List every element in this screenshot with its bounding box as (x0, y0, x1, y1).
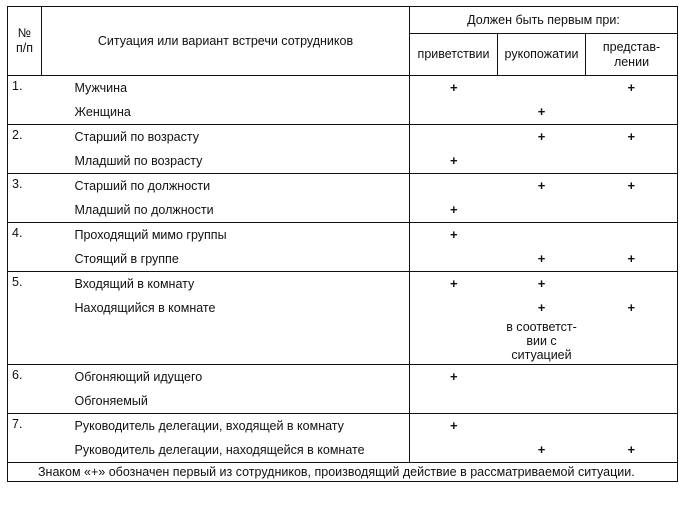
situation-text: Младший по возрасту (74, 154, 203, 168)
plus-mark (586, 100, 678, 124)
plus-mark: + (537, 300, 546, 315)
mark-cell-greeting (410, 223, 498, 272)
situation-text: Старший по должности (74, 179, 211, 193)
plus-mark (410, 296, 498, 320)
plus-mark: + (537, 178, 546, 193)
header-must-be-first: Должен быть первым при: (410, 7, 678, 34)
plus-mark (498, 223, 586, 247)
handshake-note (586, 320, 678, 364)
situation-text: Руководитель делегации, находящейся в комнате (74, 443, 365, 457)
plus-mark (586, 414, 678, 438)
plus-mark (410, 247, 498, 271)
mark-cell-handshake (498, 76, 586, 125)
plus-mark: + (537, 442, 546, 457)
table-row (8, 174, 678, 223)
situation-cell (42, 414, 410, 463)
plus-mark: + (537, 276, 546, 291)
mark-cell-handshake (498, 174, 586, 223)
plus-mark: + (627, 129, 636, 144)
header-col-intro-line2: лении (613, 54, 650, 69)
table-row (8, 125, 678, 174)
header-col-handshake: рукопожатии (498, 34, 586, 76)
situation-text: Проходящий мимо группы (74, 228, 227, 242)
situation-cell (42, 272, 410, 365)
plus-mark: + (627, 251, 636, 266)
table-body (8, 76, 678, 463)
mark-cell-greeting (410, 272, 498, 365)
mark-cell-intro (586, 223, 678, 272)
row-number: 1. (8, 76, 42, 125)
handshake-note-line: ситуацией (511, 348, 572, 362)
mark-cell-handshake (498, 414, 586, 463)
header-col-intro-line1: представ- (602, 39, 661, 54)
row-number: 6. (8, 365, 42, 414)
mark-cell-handshake (498, 125, 586, 174)
situation-text: Женщина (74, 105, 131, 119)
header-col-intro (586, 34, 678, 76)
mark-cell-greeting (410, 174, 498, 223)
handshake-note-line: в соответст- (506, 320, 577, 334)
header-num-line2: п/п (15, 41, 33, 55)
plus-mark (410, 100, 498, 124)
row-number: 2. (8, 125, 42, 174)
plus-mark (586, 223, 678, 247)
mark-cell-intro (586, 272, 678, 365)
situation-text: Мужчина (74, 81, 128, 95)
footnote-cell (8, 463, 678, 482)
situation-cell (42, 223, 410, 272)
row-number: 4. (8, 223, 42, 272)
plus-mark: + (537, 129, 546, 144)
situation-text: Младший по должности (74, 203, 214, 217)
situation-text: Стоящий в группе (74, 252, 179, 266)
table-row (8, 365, 678, 414)
situation-text: Обгоняемый (74, 394, 148, 408)
footnote-text: Знаком «+» обозначен первый из сотрудников, производящий действие в рассматриваемой ситуации. (38, 465, 635, 479)
header-num (8, 7, 42, 76)
plus-mark: + (537, 104, 546, 119)
situation-text: Входящий в комнату (74, 277, 195, 291)
plus-mark: + (449, 418, 458, 433)
plus-mark (410, 125, 498, 149)
plus-mark (498, 198, 586, 222)
header-num-line1: № (17, 26, 32, 40)
plus-mark: + (627, 178, 636, 193)
plus-mark (498, 365, 586, 389)
header-row-top (8, 7, 678, 34)
situation-cell (42, 365, 410, 414)
plus-mark: + (627, 442, 636, 457)
plus-mark (586, 389, 678, 413)
mark-cell-intro (586, 414, 678, 463)
plus-mark (498, 389, 586, 413)
footnote-row (8, 463, 678, 482)
mark-cell-greeting (410, 125, 498, 174)
plus-mark: + (449, 202, 458, 217)
plus-mark (586, 365, 678, 389)
plus-mark (498, 76, 586, 100)
plus-mark: + (537, 251, 546, 266)
plus-mark (498, 149, 586, 173)
mark-cell-handshake (498, 365, 586, 414)
mark-cell-greeting (410, 365, 498, 414)
mark-cell-handshake (498, 223, 586, 272)
table-row (8, 414, 678, 463)
situation-cell (42, 125, 410, 174)
plus-mark: + (449, 369, 458, 384)
plus-mark (586, 272, 678, 296)
plus-mark: + (449, 227, 458, 242)
table-row (8, 272, 678, 365)
plus-mark (586, 149, 678, 173)
plus-mark: + (449, 276, 458, 291)
header-col-greeting: приветствии (410, 34, 498, 76)
mark-cell-greeting (410, 76, 498, 125)
plus-mark (410, 438, 498, 462)
etiquette-table (7, 6, 678, 482)
plus-mark (410, 389, 498, 413)
note-spacer (75, 320, 410, 364)
situation-text: Руководитель делегации, входящей в комнату (74, 419, 344, 433)
handshake-note-line: вии с (526, 334, 557, 348)
plus-mark: + (627, 80, 636, 95)
situation-cell (42, 76, 410, 125)
mark-cell-intro (586, 174, 678, 223)
mark-cell-intro (586, 125, 678, 174)
mark-cell-handshake (498, 272, 586, 365)
row-number: 5. (8, 272, 42, 365)
situation-cell (42, 174, 410, 223)
plus-mark (410, 174, 498, 198)
row-number: 3. (8, 174, 42, 223)
situation-text: Старший по возрасту (74, 130, 199, 144)
plus-mark (586, 198, 678, 222)
row-number: 7. (8, 414, 42, 463)
plus-mark: + (449, 153, 458, 168)
handshake-note (498, 320, 586, 364)
mark-cell-intro (586, 365, 678, 414)
situation-text: Находящийся в комнате (74, 301, 216, 315)
header-situation: Ситуация или вариант встречи сотрудников (42, 7, 410, 76)
table-row (8, 76, 678, 125)
table-row (8, 223, 678, 272)
mark-cell-intro (586, 76, 678, 125)
plus-mark: + (627, 300, 636, 315)
plus-mark (498, 414, 586, 438)
mark-cell-greeting (410, 414, 498, 463)
situation-text: Обгоняющий идущего (74, 370, 203, 384)
handshake-note (410, 320, 498, 364)
plus-mark: + (449, 80, 458, 95)
